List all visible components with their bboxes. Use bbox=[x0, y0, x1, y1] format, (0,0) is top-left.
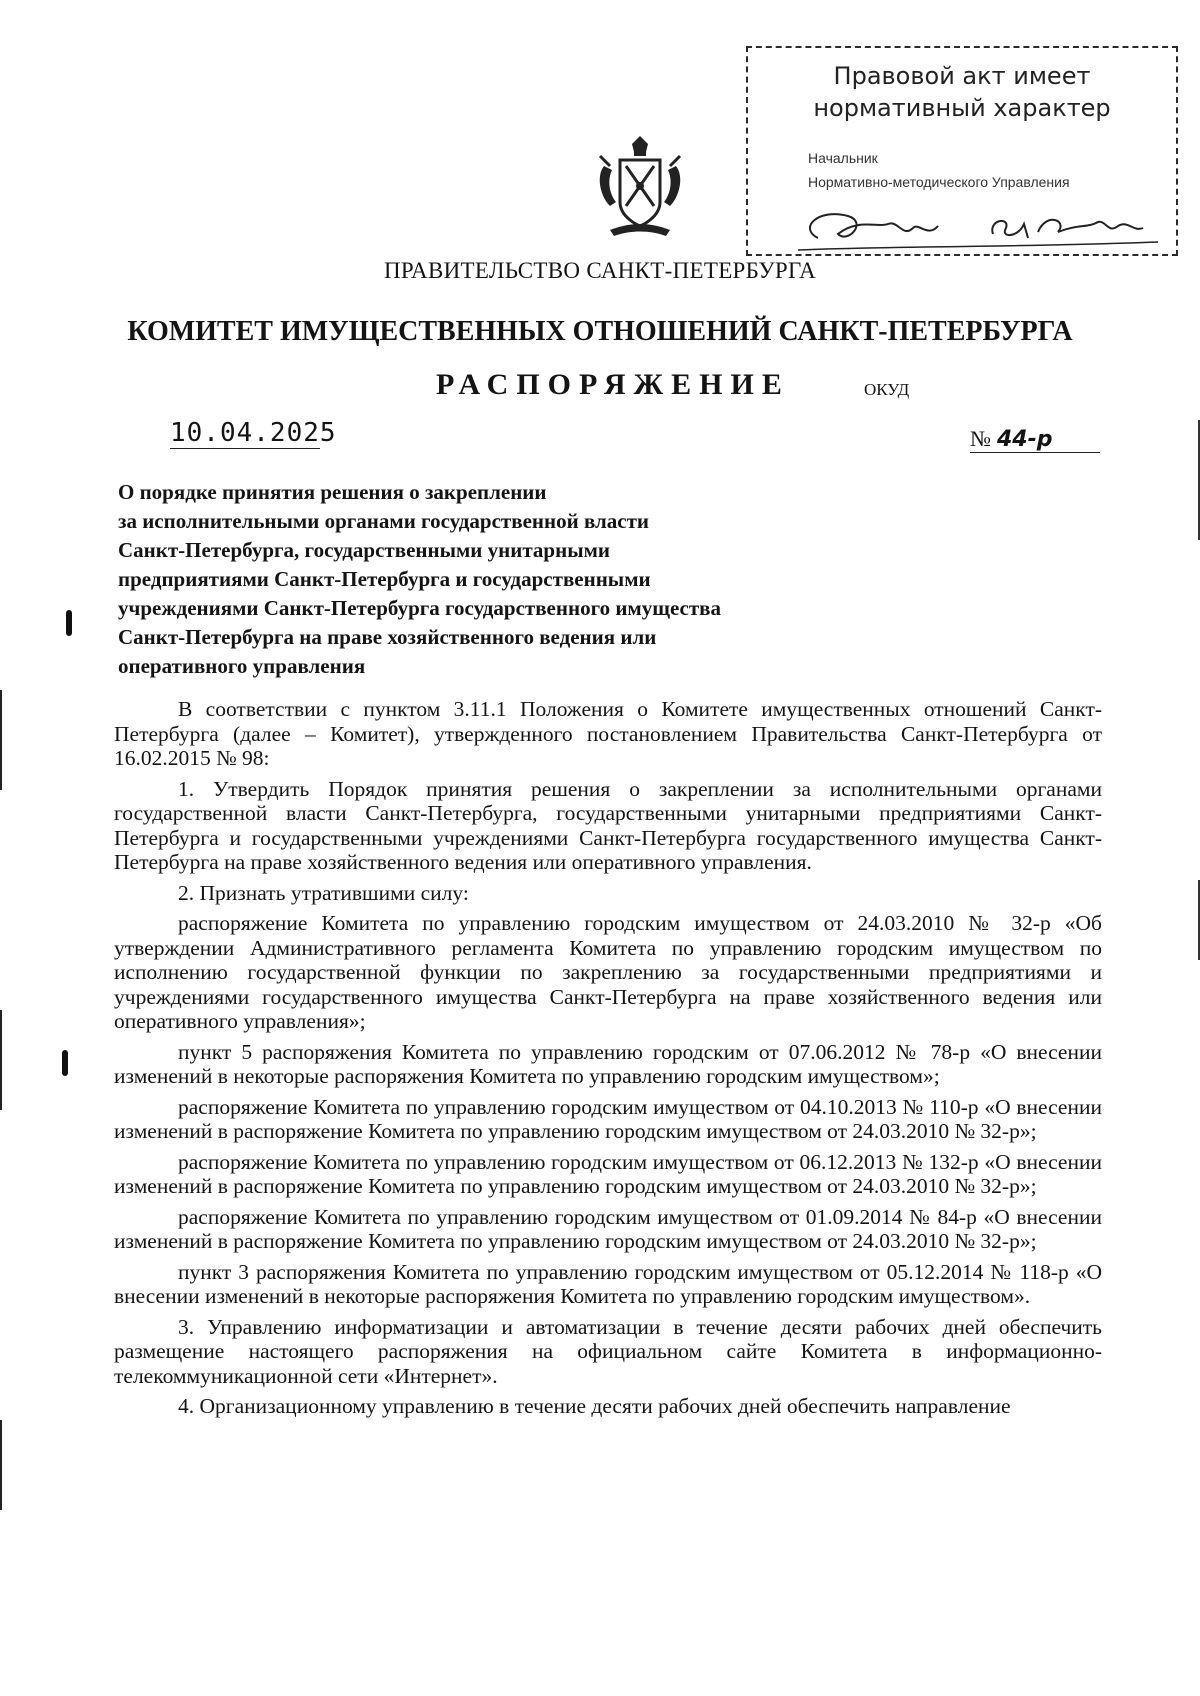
paragraph-item-2: 2. Признать утратившими силу: bbox=[178, 880, 469, 905]
saint-petersburg-coat-of-arms-icon bbox=[590, 136, 690, 244]
normative-act-stamp bbox=[746, 46, 1178, 256]
repealed-act: пункт 5 распоряжения Комитета по управлению городским от 07.06.2012 № 78-р «О внесении изменений в некоторые распоряжения Комитета по управлению городским имуществом»; bbox=[114, 1039, 1102, 1088]
scan-edge-line bbox=[0, 1010, 2, 1110]
paragraph-item-1: 1. Утвердить Порядок принятия решения о закреплении за исполнительными органами государственной власти Санкт-Петербурга, государственными унитарными предприятиями Санкт-Петербурга и государственными учреждениями Санкт-Петербурга государственного имущества Санкт-Петербурга на праве хозяйственного ведения или оперативного управления. bbox=[114, 776, 1102, 874]
scan-edge-line bbox=[0, 690, 2, 790]
number-prefix: № bbox=[970, 426, 991, 451]
paragraph-item-4: 4. Организационному управлению в течение десяти рабочих дней обеспечить направление bbox=[178, 1394, 1011, 1418]
stamp-line-1: Правовой акт имеет bbox=[833, 62, 1091, 90]
subject-line: за исполнительными органами государственной власти bbox=[118, 509, 650, 533]
repealed-act: распоряжение Комитета по управлению городским имуществом от 01.09.2014 № 84-р «О внесении изменений в распоряжение Комитета по управлению городским имуществом от 24.03.2010 № 32-р»; bbox=[114, 1204, 1102, 1253]
document-type: РАСПОРЯЖЕНИЕ bbox=[436, 368, 790, 401]
repealed-act: распоряжение Комитета по управлению городским имуществом от 04.10.2013 № 110-р «О внесении изменений в распоряжение Комитета по управлению городским имуществом от 24.03.2010 № 32-р»; bbox=[114, 1094, 1102, 1143]
document-subject bbox=[118, 478, 838, 681]
subject-line: предприятиями Санкт-Петербурга и государственными bbox=[118, 567, 651, 591]
paragraph-preamble: В соответствии с пунктом 3.11.1 Положения о Комитете имущественных отношений Санкт-Петербурга (далее – Комитет), утвержденного постановлением Правительства Санкт-Петербурга от 16.02.2015 № 98: bbox=[114, 697, 1102, 770]
repealed-act: распоряжение Комитета по управлению городским имуществом от 24.03.2010 № 32-р «Об утверждении Административного регламента Комитета по управлению городским имуществом по исполнению государственной функции по закреплению за государственными предприятиями и учреждениями государственного имущества Санкт-Петербурга на праве хозяйственного ведения или оперативного управления»; bbox=[114, 911, 1102, 1033]
okud-label: ОКУД bbox=[864, 380, 910, 399]
number-value: 44-р bbox=[997, 427, 1053, 452]
stamp-position-title: Начальник bbox=[808, 150, 878, 166]
subject-line: учреждениями Санкт-Петербурга государственного имущества bbox=[118, 596, 722, 620]
paragraph-item-3: 3. Управлению информатизации и автоматизации в течение десяти рабочих дней обеспечить размещение настоящего распоряжения на официальном сайте Комитета в информационно-телекоммуникационной сети «Интернет». bbox=[114, 1314, 1102, 1388]
stamp-department: Нормативно-методического Управления bbox=[808, 174, 1070, 190]
handwritten-signature bbox=[788, 198, 1168, 258]
document-date: 10.04.2025 bbox=[170, 418, 337, 448]
subject-line: Санкт-Петербурга, государственными унитарными bbox=[118, 538, 610, 562]
punch-mark bbox=[66, 610, 72, 636]
repealed-act: распоряжение Комитета по управлению городским имуществом от 06.12.2013 № 132-р «О внесении изменений в распоряжение Комитета по управлению городским имуществом от 24.03.2010 № 32-р»; bbox=[114, 1149, 1102, 1198]
repealed-act: пункт 3 распоряжения Комитета по управлению городским имуществом от 05.12.2014 № 118-р «О внесении изменений в некоторые распоряжения Комитета по управлению городским имуществом». bbox=[114, 1259, 1102, 1308]
scan-edge-line bbox=[0, 1420, 2, 1510]
document-number bbox=[970, 426, 1100, 453]
committee-title: КОМИТЕТ ИМУЩЕСТВЕННЫХ ОТНОШЕНИЙ САНКТ-ПЕТЕРБУРГА bbox=[127, 316, 1073, 347]
punch-mark bbox=[62, 1050, 68, 1076]
stamp-line-2: нормативный характер bbox=[813, 94, 1111, 122]
document-body bbox=[114, 697, 1102, 1425]
subject-line: Санкт-Петербурга на праве хозяйственного ведения или bbox=[118, 625, 657, 649]
government-title: ПРАВИТЕЛЬСТВО САНКТ-ПЕТЕРБУРГА bbox=[383, 258, 817, 283]
subject-line: О порядке принятия решения о закреплении bbox=[118, 480, 547, 504]
subject-line: оперативного управления bbox=[118, 654, 366, 678]
